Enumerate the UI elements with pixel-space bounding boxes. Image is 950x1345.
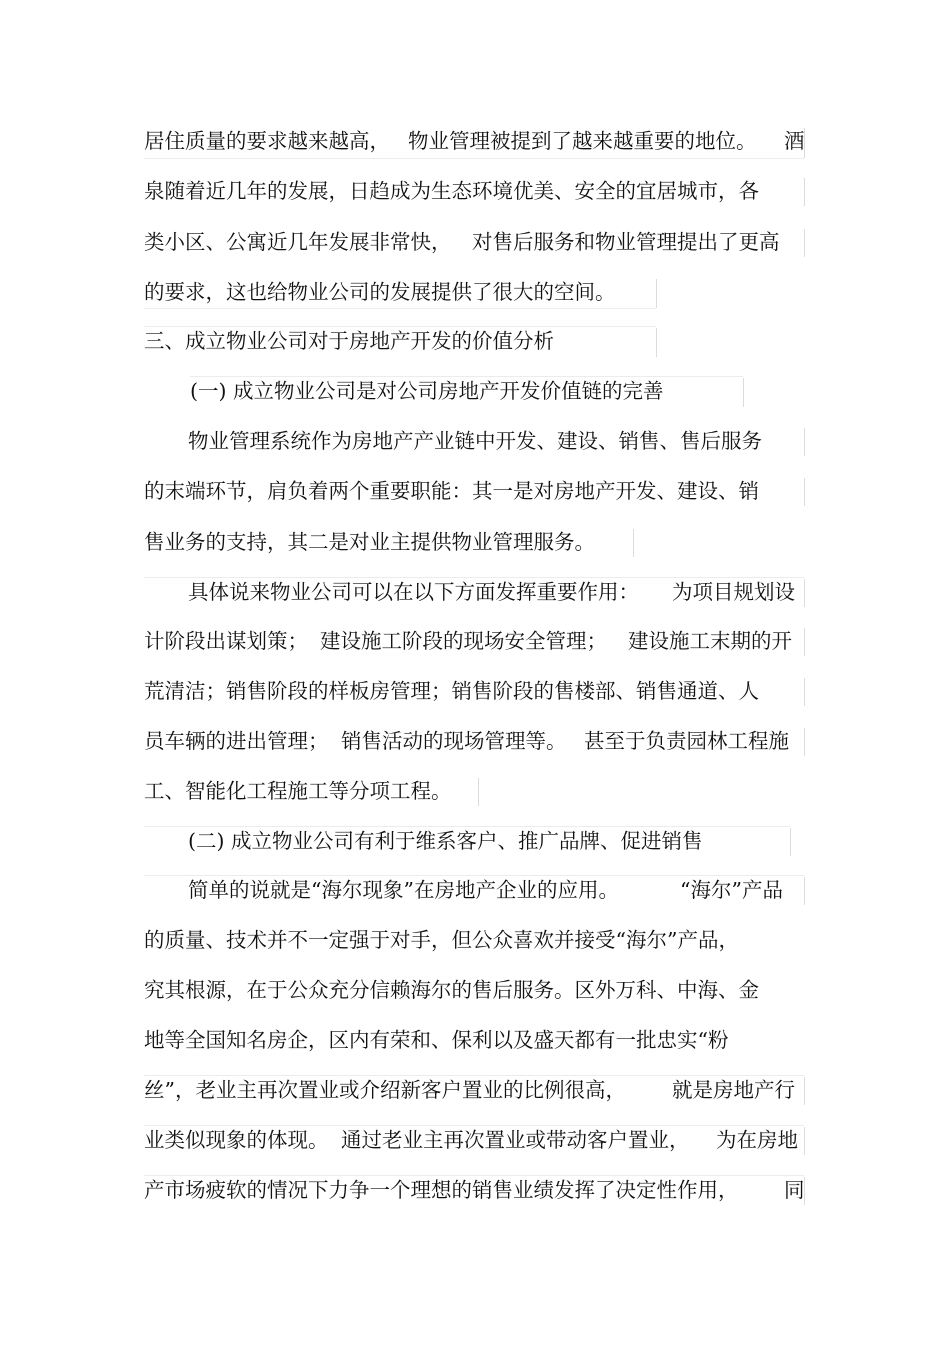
text-segment: 计阶段出谋划策； [144,629,308,653]
text-segment: 物业管理被提到了越来越重要的地位。 [408,129,757,153]
text-segment: 丝”，老业主再次置业或介绍新客户置业的比例很高， [144,1078,626,1102]
text-segment: 酒 [784,129,805,153]
faint-rule [144,826,790,827]
faint-rule [804,1127,805,1155]
faint-rule [804,128,805,158]
faint-rule [656,328,657,357]
heading-text: (二) 成立物业公司有利于维系客户、推广品牌、促进销售 [188,829,703,853]
text-segment: 员车辆的进出管理； [144,729,329,753]
text-segment: 工、智能化工程施工等分项工程。 [144,779,452,803]
faint-rule [144,1075,804,1076]
faint-rule [804,628,805,656]
text-segment: 建设施工阶段的现场安全管理； [320,629,607,653]
faint-rule [804,229,805,257]
text-segment: 产市场疲软的情况下力争一个理想的销售业绩发挥了决定性作用， [144,1178,739,1202]
text-segment: 地等全国知名房企，区内有荣和、保利以及盛天都有一批忠实“粉 [144,1028,729,1052]
faint-rule [804,1077,805,1105]
faint-rule [804,877,805,905]
faint-rule [633,529,634,557]
text-segment: 的要求，这也给物业公司的发展提供了很大的空间。 [144,280,616,304]
text-segment: 销售活动的现场管理等。 [341,729,567,753]
faint-rule [478,778,479,806]
text-segment: 通过老业主再次置业或带动客户置业， [341,1128,690,1152]
text-segment: 物业管理系统作为房地产产业链中开发、建设、销售、售后服务 [188,429,762,453]
faint-rule [804,428,805,456]
text-segment: 业类似现象的体现。 [144,1128,329,1152]
text-segment: 的质量、技术并不一定强于对手，但公众喜欢并接受“海尔”产品， [144,928,739,952]
faint-rule [144,577,804,578]
text-segment: 的末端环节，肩负着两个重要职能：其一是对房地产开发、建设、销 [144,479,759,503]
faint-rule [190,376,743,377]
text-segment: 甚至于负责园林工程施 [584,729,789,753]
text-segment: 售业务的支持，其二是对业主提供物业管理服务。 [144,530,595,554]
text-segment: 同 [784,1178,805,1202]
text-segment: 居住质量的要求越来越高， [144,129,390,153]
text-segment: 为在房地 [716,1128,798,1152]
faint-rule [144,326,656,327]
faint-rule [804,478,805,506]
text-segment: 具体说来物业公司可以在以下方面发挥重要作用： [188,580,639,604]
text-segment: 荒清洁；销售阶段的样板房管理；销售阶段的售楼部、销售通道、人 [144,679,759,703]
text-segment: 为项目规划设 [672,580,795,604]
heading-text: (一) 成立物业公司是对公司房地产开发价值链的完善 [190,379,664,403]
text-segment: “海尔”产品 [680,878,783,902]
text-segment: 类小区、公寓近几年发展非常快， [144,230,452,254]
faint-rule [804,579,805,607]
text-segment: 简单的说就是“海尔现象”在房地产企业的应用。 [188,878,619,902]
faint-rule [144,1175,804,1176]
faint-rule [804,178,805,206]
faint-rule [804,678,805,706]
text-segment: 究其根源，在于公众充分信赖海尔的售后服务。区外万科、中海、金 [144,978,759,1002]
text-segment: 建设施工末期的开 [628,629,792,653]
faint-rule [144,875,804,876]
faint-rule [743,378,744,407]
heading-text: 三、成立物业公司对于房地产开发的价值分析 [144,329,554,353]
faint-rule [144,158,804,159]
text-segment: 就是房地产行 [672,1078,795,1102]
faint-rule [790,828,791,856]
faint-rule [656,279,657,308]
text-segment: 泉随着近几年的发展，日趋成为生态环境优美、安全的宜居城市，各 [144,179,759,203]
text-segment: 对售后服务和物业管理提出了更高 [472,230,780,254]
faint-rule [144,308,656,309]
faint-rule [804,728,805,756]
faint-rule [804,1177,805,1205]
faint-rule [144,1125,804,1126]
